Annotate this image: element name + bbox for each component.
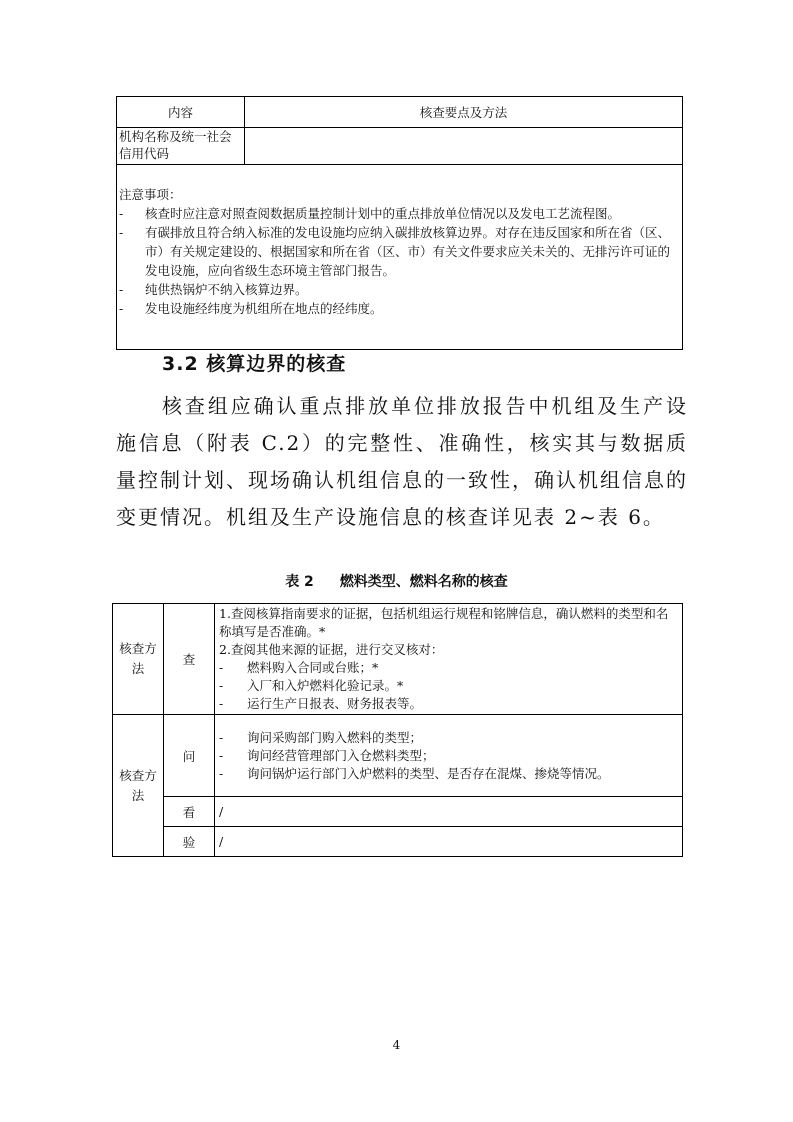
- section-heading: 3.2 核算边界的核查: [162, 353, 347, 375]
- list-item: [219, 659, 678, 677]
- note-text: 纯供热锅炉不纳入核算边界。: [145, 282, 308, 297]
- table-row: [113, 797, 683, 827]
- table-row: [113, 715, 683, 797]
- list-bullet: -: [219, 729, 224, 745]
- row-value: [245, 128, 683, 165]
- check-details: [215, 604, 683, 715]
- table-row: [113, 827, 683, 857]
- list-text: 询问经营管理部门入仓燃料类型；: [247, 747, 435, 763]
- list-bullet: -: [219, 660, 224, 675]
- note-bullet: -: [119, 301, 124, 316]
- note-bullet: -: [119, 282, 124, 297]
- note-bullet: -: [119, 206, 124, 221]
- note-item: [119, 299, 680, 318]
- list-bullet: -: [219, 696, 224, 711]
- table-caption-title: 燃料类型、燃料名称的核查: [339, 574, 508, 590]
- body-paragraph: 核查组应确认重点排放单位排放报告中机组及生产设施信息（附表 C.2）的完整性、准确性，核实其与数据质量控制计划、现场确认机组信息的一致性，确认机组信息的变更情况。机组及生产设施信息的核查详见表 2~表 6。: [116, 394, 688, 529]
- table-caption-number: 表 2: [285, 574, 314, 590]
- list-text: 入厂和入炉燃料化验记录。*: [247, 678, 404, 693]
- note-item: [119, 280, 680, 299]
- method-category: 核查方法: [113, 604, 164, 715]
- header-points-methods: 核查要点及方法: [245, 97, 683, 128]
- list-text: 运行生产日报表、财务报表等。: [247, 696, 423, 711]
- list-bullet: -: [219, 747, 224, 763]
- body-paragraph-container: [116, 388, 688, 536]
- ask-details: [215, 715, 683, 797]
- note-text: 核查时应注意对照查阅数据质量控制计划中的重点排放单位情况以及发电工艺流程图。: [145, 206, 621, 221]
- list-item: [219, 729, 678, 747]
- notes-cell: [117, 165, 683, 350]
- note-text: 有碳排放且符合纳入标准的发电设施均应纳入碳排放核算边界。对存在违反国家和所在省（区、市）有关规定建设的、根据国家和所在省（区、市）有关文件要求应关未关的、无排污许可证的发电设施，应向省级生态环境主管部门报告。: [145, 225, 671, 278]
- note-bullet: -: [119, 225, 124, 240]
- check-line: 2.查阅其他来源的证据，进行交叉核对：: [219, 642, 444, 657]
- method-check: 查: [164, 604, 215, 715]
- method-look: 看: [164, 797, 215, 827]
- table-row: [113, 604, 683, 715]
- list-item: [219, 765, 678, 783]
- verification-points-table: [116, 96, 683, 350]
- fuel-type-verification-table: [112, 603, 683, 857]
- note-text: 发电设施经纬度为机组所在地点的经纬度。: [145, 301, 383, 316]
- method-category: 核查方法: [113, 715, 164, 857]
- list-item: [219, 677, 678, 695]
- method-test: 验: [164, 827, 215, 857]
- note-item: [119, 204, 680, 223]
- list-bullet: -: [219, 765, 224, 781]
- method-ask: 问: [164, 715, 215, 797]
- table-caption: [0, 571, 793, 591]
- row-label: 机构名称及统一社会信用代码: [117, 128, 245, 165]
- list-text: 询问采购部门购入燃料的类型；: [247, 729, 423, 745]
- list-text: 询问锅炉运行部门入炉燃料的类型、是否存在混煤、掺烧等情况。: [247, 765, 610, 781]
- look-value: /: [215, 797, 683, 827]
- list-bullet: -: [219, 678, 224, 693]
- note-item: [119, 223, 680, 280]
- check-line: 1.查阅核算指南要求的证据，包括机组运行规程和铭牌信息，确认燃料的类型和名称填写是否准确。*: [219, 606, 669, 639]
- notes-title: 注意事项：: [119, 187, 182, 202]
- list-item: [219, 695, 678, 713]
- list-item: [219, 747, 678, 765]
- header-content: 内容: [117, 97, 245, 128]
- table-row: [117, 128, 683, 165]
- notes-row: [117, 165, 683, 350]
- list-text: 燃料购入合同或台账；*: [247, 660, 379, 675]
- test-value: /: [215, 827, 683, 857]
- page-number: 4: [392, 1038, 401, 1052]
- table-header-row: [117, 97, 683, 128]
